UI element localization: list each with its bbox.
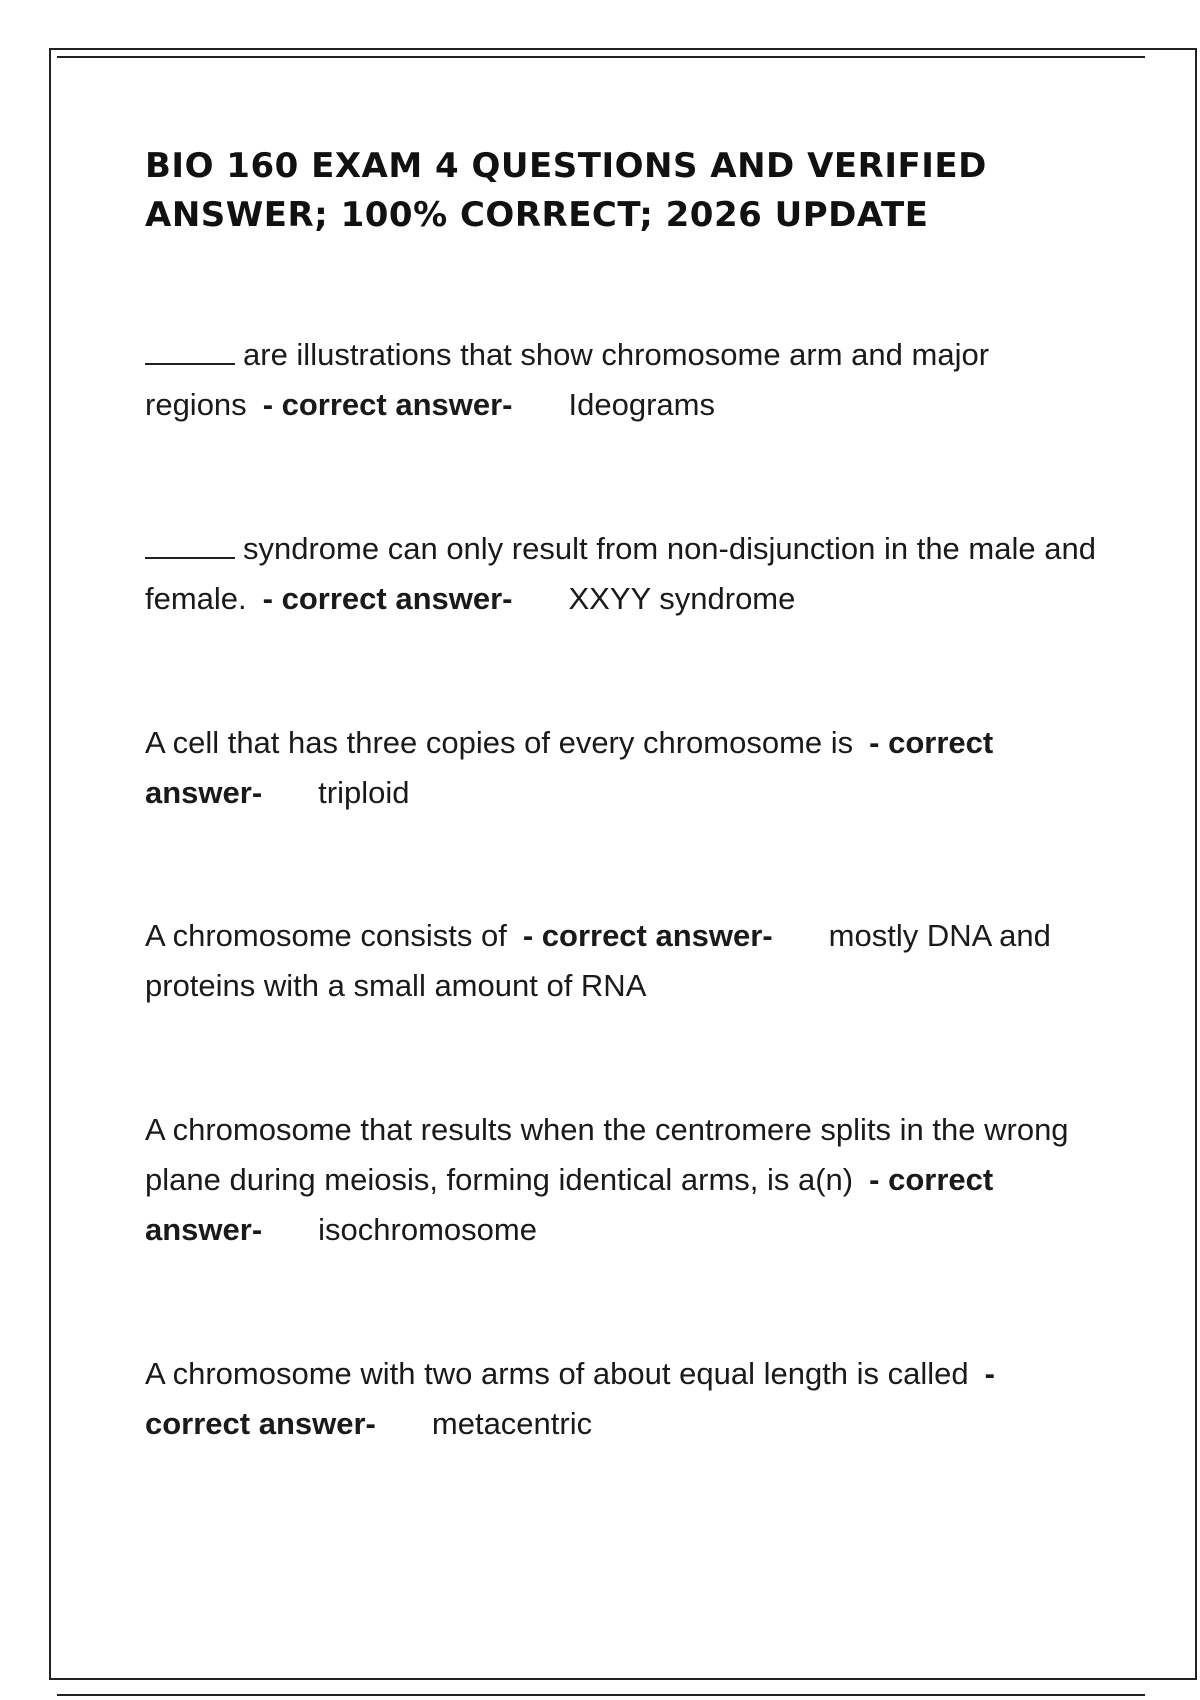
qa-item — [145, 330, 1105, 430]
answer-label: - correct answer- — [262, 581, 513, 616]
footer-rule — [57, 1694, 1145, 1696]
qa-item — [145, 1349, 1105, 1449]
fill-in-blank — [145, 533, 235, 559]
answer-label: - correct answer- — [522, 918, 773, 953]
answer-label: - correct answer- — [145, 1356, 995, 1441]
answer-text: metacentric — [431, 1406, 593, 1441]
qa-item — [145, 718, 1105, 818]
question-text: A cell that has three copies of every chromosome is — [145, 725, 854, 760]
qa-item — [145, 524, 1105, 624]
qa-item — [145, 911, 1105, 1011]
question-text: syndrome can only result from non-disjunction in the male and female. — [145, 531, 1096, 616]
fill-in-blank — [145, 339, 235, 365]
question-text: are illustrations that show chromosome arm and major regions — [145, 337, 990, 422]
qa-item — [145, 1105, 1105, 1255]
document-title: BIO 160 EXAM 4 QUESTIONS AND VERIFIED ANSWER; 100% CORRECT; 2026 UPDATE — [145, 146, 987, 235]
answer-text: Ideograms — [568, 387, 715, 422]
question-text: A chromosome with two arms of about equal length is called — [145, 1356, 969, 1391]
question-text: A chromosome that results when the centromere splits in the wrong plane during meiosis, forming identical arms, is a(n) — [145, 1112, 1069, 1197]
answer-text: XXYY syndrome — [568, 581, 796, 616]
answer-text: mostly DNA and proteins with a small amount of RNA — [145, 918, 1051, 1003]
answer-label: - correct answer- — [145, 725, 994, 810]
answer-label: - correct answer- — [145, 1162, 994, 1247]
question-text: A chromosome consists of — [145, 918, 507, 953]
answer-label: - correct answer- — [262, 387, 513, 422]
answer-text: isochromosome — [318, 1212, 537, 1247]
answer-text: triploid — [318, 775, 410, 810]
header-rule — [57, 56, 1145, 58]
